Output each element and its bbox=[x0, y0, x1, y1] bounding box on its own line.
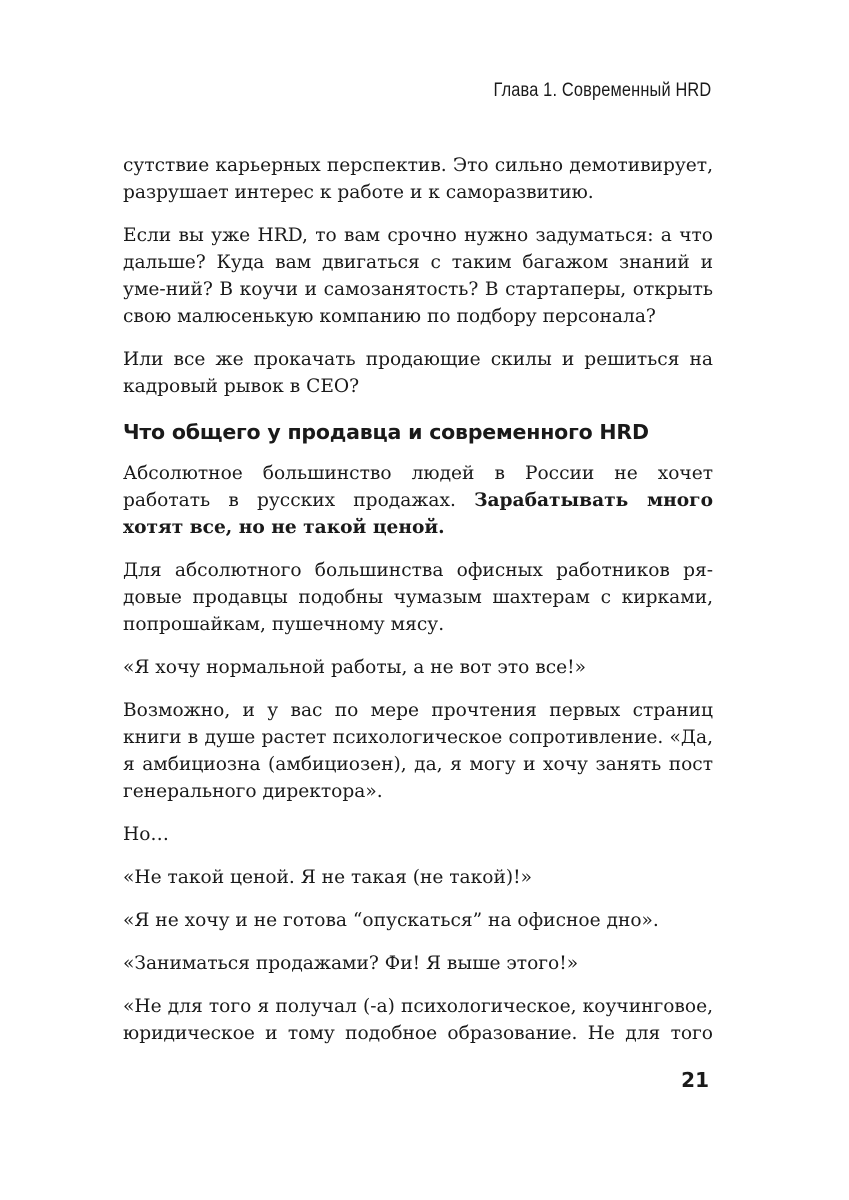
section-heading: Что общего у продавца и современного HRD bbox=[123, 420, 649, 444]
bold-emphasis: Зарабатывать много хотят все, но не такой ценой. bbox=[123, 490, 713, 538]
paragraph: Если вы уже HRD, то вам срочно нужно задуматься: а что дальше? Куда вам двигаться с таким багажом знаний и уме-ний? В коучи и самозанятость? В стартаперы, открыть свою малюсенькую компанию по подбору персонала? bbox=[123, 225, 713, 327]
paragraph: Для абсолютного большинства офисных работников ря-довые продавцы подобны чумазым шахтерам с кирками, попрошайкам, пушечному мясу. bbox=[123, 560, 713, 635]
paragraph-text: Абсолютное большинство людей в России не хочет работать в русских продажах. bbox=[123, 463, 713, 511]
running-header: Глава 1. Современный HRD bbox=[493, 80, 711, 101]
quote-paragraph: «Не для того я получал (-а) психологическое, коучинговое, юридическое и тому подобное образование. Не для того bbox=[123, 996, 713, 1044]
page-body bbox=[123, 152, 713, 1063]
paragraph: Но… bbox=[123, 824, 170, 845]
paragraph: сутствие карьерных перспектив. Это сильно демотивирует, разрушает интерес к работе и к саморазвитию. bbox=[123, 155, 713, 203]
paragraph: Или все же прокачать продающие скилы и решиться на кадровый рывок в CEO? bbox=[123, 349, 713, 397]
paragraph bbox=[123, 460, 713, 541]
paragraph: Возможно, и у вас по мере прочтения первых страниц книги в душе растет психологическое сопротивление. «Да, я амбициозна (амбициозен), да, я могу и хочу занять пост генерального директора». bbox=[123, 700, 713, 802]
quote-paragraph: «Я хочу нормальной работы, а не вот это все!» bbox=[123, 657, 586, 678]
page-number: 21 bbox=[681, 1068, 709, 1092]
quote-paragraph: «Заниматься продажами? Фи! Я выше этого!» bbox=[123, 953, 579, 974]
quote-paragraph: «Я не хочу и не готова “опускаться” на офисное дно». bbox=[123, 910, 659, 931]
quote-paragraph: «Не такой ценой. Я не такая (не такой)!» bbox=[123, 867, 532, 888]
